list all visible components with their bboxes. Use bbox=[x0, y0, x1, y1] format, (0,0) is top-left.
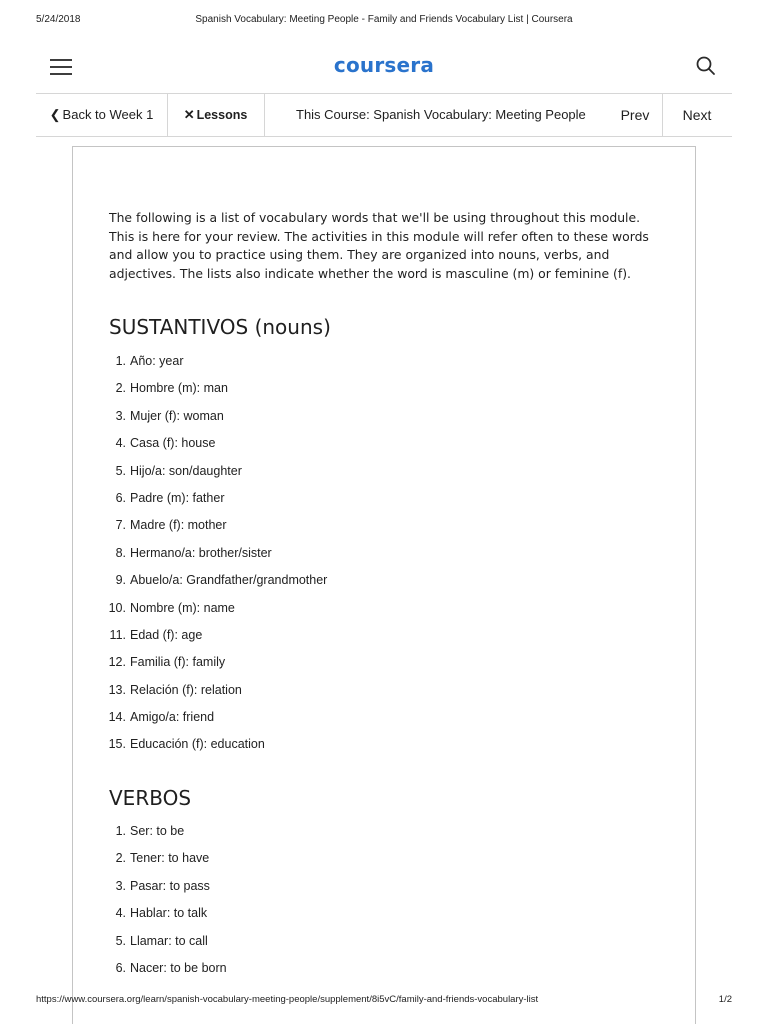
list-item: 2. Tener: to have bbox=[115, 851, 210, 866]
print-page-number: 1/2 bbox=[718, 994, 732, 1005]
list-item: 5. Hijo/a: son/daughter bbox=[115, 463, 242, 478]
list-item: 15. Educación (f): education bbox=[108, 737, 265, 752]
nouns-heading: SUSTANTIVOS (nouns) bbox=[109, 315, 331, 339]
list-item: 3. Pasar: to pass bbox=[115, 878, 210, 893]
prev-button[interactable]: Prev bbox=[608, 94, 663, 136]
list-item: 10. Nombre (m): name bbox=[108, 600, 235, 615]
lessons-label: Lessons bbox=[196, 108, 248, 122]
list-item: 2. Hombre (m): man bbox=[115, 381, 228, 396]
list-item: 13. Relación (f): relation bbox=[108, 682, 242, 697]
course-title: This Course: Spanish Vocabulary: Meeting People bbox=[296, 107, 586, 122]
nouns-list bbox=[95, 352, 327, 763]
list-item: 1. Año: year bbox=[115, 354, 184, 368]
list-item: 12. Familia (f): family bbox=[108, 655, 226, 670]
list-item: 4. Casa (f): house bbox=[115, 436, 216, 451]
back-label: Back to Week 1 bbox=[62, 107, 154, 122]
back-to-week-button[interactable] bbox=[36, 94, 168, 136]
lesson-nav-bar bbox=[36, 93, 732, 137]
print-url: https://www.coursera.org/learn/spanish-vocabulary-meeting-people/supplement/8i5vC/family-and-friends-vocabulary-list bbox=[36, 994, 539, 1005]
coursera-logo[interactable]: coursera bbox=[333, 53, 435, 77]
verbs-list bbox=[95, 822, 227, 986]
list-item: 3. Mujer (f): woman bbox=[115, 408, 224, 423]
close-icon: ✕ bbox=[183, 107, 195, 122]
search-icon[interactable] bbox=[694, 54, 718, 78]
lessons-button[interactable] bbox=[167, 94, 265, 136]
list-item: 4. Hablar: to talk bbox=[115, 906, 208, 921]
print-header bbox=[36, 14, 732, 30]
next-button[interactable]: Next bbox=[682, 107, 712, 123]
list-item: 14. Amigo/a: friend bbox=[108, 710, 215, 725]
chevron-left-icon: ❮ bbox=[49, 107, 61, 122]
list-item: 5. Llamar: to call bbox=[115, 933, 208, 948]
list-item: 11. Edad (f): age bbox=[109, 627, 203, 642]
list-item: 6. Nacer: to be born bbox=[115, 960, 227, 975]
print-date: 5/24/2018 bbox=[36, 14, 81, 25]
list-item: 7. Madre (f): mother bbox=[115, 518, 227, 533]
list-item: 6. Padre (m): father bbox=[115, 490, 225, 505]
list-item: 1. Ser: to be bbox=[115, 824, 185, 838]
top-bar bbox=[36, 44, 732, 92]
list-item: 8. Hermano/a: brother/sister bbox=[115, 545, 272, 560]
print-footer bbox=[36, 994, 732, 1008]
verbs-heading: VERBOS bbox=[109, 786, 192, 810]
intro-paragraph: The following is a list of vocabulary words that we'll be using throughout this module. This is here for your review. The activities in this module will refer often to these words and allow you to practice using them. They are organized into nouns, verbs, and adjectives. The lists also indicate whether the word is masculine (m) or feminine (f). bbox=[109, 210, 649, 281]
reading-content bbox=[72, 146, 696, 1024]
print-title: Spanish Vocabulary: Meeting People - Family and Friends Vocabulary List | Coursera bbox=[195, 14, 573, 25]
list-item: 9. Abuelo/a: Grandfather/grandmother bbox=[115, 573, 328, 588]
